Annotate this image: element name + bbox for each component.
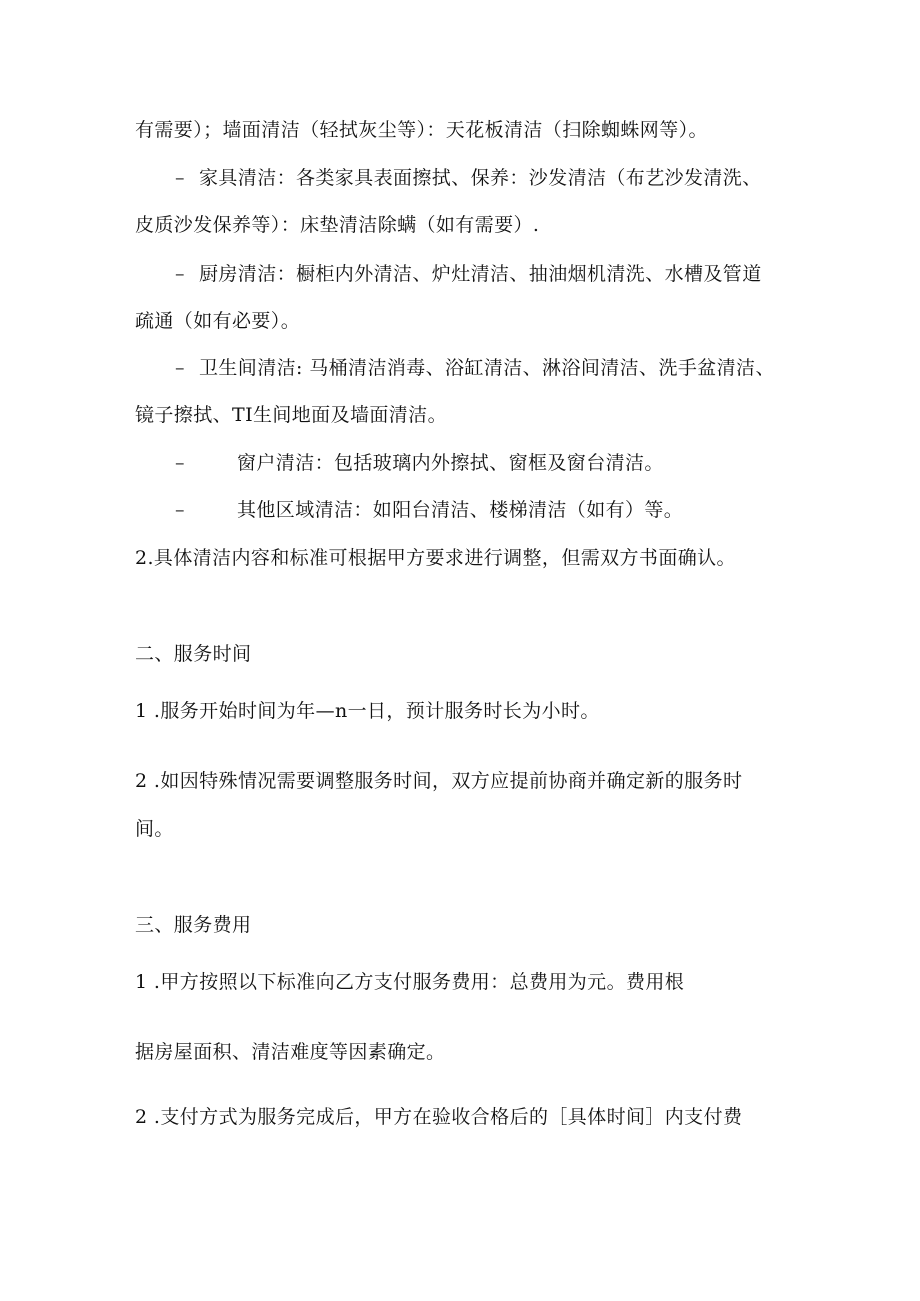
kitchen-dash: – — [175, 263, 185, 285]
bathroom-dash: – — [175, 357, 185, 379]
bathroom-cleaning-line2: 镜子擦拭、TI生间地面及墙面清洁。 — [135, 404, 447, 426]
section-3-item-2-line1: 2 .支付方式为服务完成后，甲方在验收合格后的［具体时间］内支付费 — [135, 1106, 743, 1128]
furniture-cleaning-line1: 家具清洁：各类家具表面擦拭、保养：沙发清洁（布艺沙发清洗、 — [199, 167, 762, 189]
kitchen-cleaning-line1: 厨房清洁：橱柜内外清洁、炉灶清洁、抽油烟机清洗、水槽及管道 — [199, 263, 762, 285]
bathroom-cleaning-line1: 卫生间清洁: 马桶清洁消毒、浴缸清洁、淋浴间清洁、洗手盆清洁、 — [199, 357, 775, 379]
section-2-item-2-line2: 间。 — [135, 818, 174, 840]
continued-text-line: 有需要）；墙面清洁（轻拭灰尘等）：天花板清洁（扫除蜘蛛网等）。 — [135, 119, 708, 141]
section-3-heading: 三、服务费用 — [135, 914, 252, 936]
item-2-adjustment: 2.具体清洁内容和标准可根据甲方要求进行调整，但需双方书面确认。 — [135, 547, 736, 569]
section-2-item-1: 1 .服务开始时间为年—n一日，预计服务时长为小时。 — [135, 700, 600, 722]
other-area-cleaning-line: 其他区域清洁：如阳台清洁、楼梯清洁（如有）等。 — [237, 499, 684, 521]
section-2-item-2-line1: 2 .如因特殊情况需要调整服务时间，双方应提前协商并确定新的服务时 — [135, 770, 743, 792]
kitchen-cleaning-line2: 疏通（如有必要）。 — [135, 310, 301, 332]
section-2-heading: 二、服务时间 — [135, 643, 252, 665]
window-cleaning-line: 窗户清洁：包括玻璃内外擦拭、窗框及窗台清洁。 — [237, 452, 664, 474]
other-dash: – — [175, 499, 185, 521]
section-3-item-1-line2: 据房屋面积、清洁难度等因素确定。 — [135, 1041, 446, 1063]
furniture-cleaning-line2: 皮质沙发保养等）：床垫清洁除螨（如有需要）. — [135, 214, 540, 236]
furniture-dash: – — [175, 167, 185, 189]
section-3-item-1-line1: 1 .甲方按照以下标准向乙方支付服务费用：总费用为元。费用根 — [135, 971, 685, 993]
window-dash: – — [175, 452, 185, 474]
